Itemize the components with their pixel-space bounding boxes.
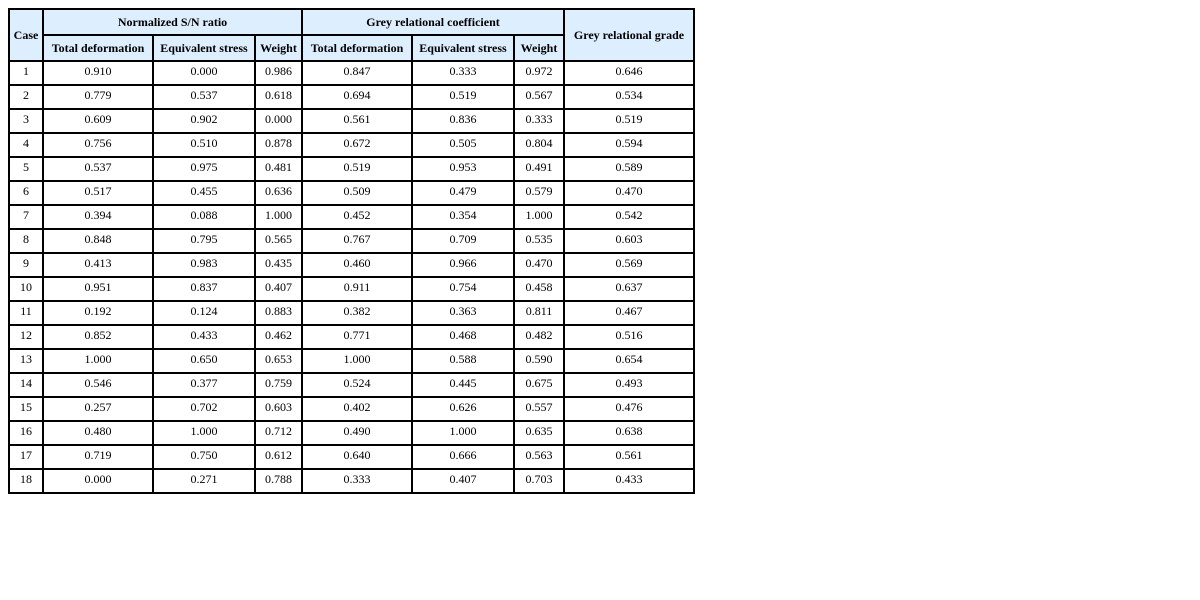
- header-sn-weight: Weight: [255, 35, 302, 61]
- cell-grc-total-deformation: 0.771: [302, 325, 412, 349]
- table-row: [9, 349, 694, 373]
- cell-grc-weight: 0.804: [514, 133, 564, 157]
- cell-grc-equivalent-stress: 0.468: [412, 325, 514, 349]
- table-row: [9, 85, 694, 109]
- cell-grc-equivalent-stress: 0.754: [412, 277, 514, 301]
- cell-sn-equivalent-stress: 0.750: [153, 445, 255, 469]
- cell-grade: 0.603: [564, 229, 694, 253]
- header-grey-relational-grade: Grey relational grade: [564, 9, 694, 61]
- cell-sn-weight: 0.986: [255, 61, 302, 85]
- cell-sn-total-deformation: 0.192: [43, 301, 153, 325]
- cell-grc-weight: 0.811: [514, 301, 564, 325]
- cell-case: 11: [9, 301, 43, 325]
- cell-grc-equivalent-stress: 0.953: [412, 157, 514, 181]
- header-group-row: [9, 9, 694, 35]
- cell-sn-equivalent-stress: 0.795: [153, 229, 255, 253]
- cell-grc-total-deformation: 0.333: [302, 469, 412, 493]
- cell-sn-weight: 0.653: [255, 349, 302, 373]
- cell-grc-total-deformation: 0.767: [302, 229, 412, 253]
- cell-grade: 0.470: [564, 181, 694, 205]
- cell-grc-equivalent-stress: 0.588: [412, 349, 514, 373]
- header-grc-total-deformation: Total deformation: [302, 35, 412, 61]
- cell-grc-weight: 0.482: [514, 325, 564, 349]
- cell-grc-total-deformation: 0.561: [302, 109, 412, 133]
- cell-grc-weight: 0.567: [514, 85, 564, 109]
- cell-case: 12: [9, 325, 43, 349]
- cell-grc-total-deformation: 0.460: [302, 253, 412, 277]
- cell-case: 15: [9, 397, 43, 421]
- cell-grc-total-deformation: 0.524: [302, 373, 412, 397]
- cell-grade: 0.476: [564, 397, 694, 421]
- cell-grc-total-deformation: 0.519: [302, 157, 412, 181]
- cell-grc-equivalent-stress: 0.709: [412, 229, 514, 253]
- cell-grc-weight: 0.635: [514, 421, 564, 445]
- cell-grc-total-deformation: 0.672: [302, 133, 412, 157]
- table-row: [9, 397, 694, 421]
- cell-sn-equivalent-stress: 0.837: [153, 277, 255, 301]
- cell-case: 13: [9, 349, 43, 373]
- table-container: [8, 8, 695, 494]
- cell-grc-equivalent-stress: 0.966: [412, 253, 514, 277]
- cell-sn-total-deformation: 0.848: [43, 229, 153, 253]
- cell-sn-total-deformation: 0.951: [43, 277, 153, 301]
- table-row: [9, 181, 694, 205]
- cell-sn-weight: 0.000: [255, 109, 302, 133]
- cell-grc-weight: 0.458: [514, 277, 564, 301]
- table-row: [9, 109, 694, 133]
- cell-sn-weight: 0.603: [255, 397, 302, 421]
- cell-sn-weight: 0.407: [255, 277, 302, 301]
- cell-grc-total-deformation: 0.382: [302, 301, 412, 325]
- cell-grc-weight: 0.491: [514, 157, 564, 181]
- cell-sn-equivalent-stress: 0.000: [153, 61, 255, 85]
- table-row: [9, 445, 694, 469]
- cell-grc-equivalent-stress: 0.354: [412, 205, 514, 229]
- table-row: [9, 301, 694, 325]
- cell-sn-total-deformation: 0.546: [43, 373, 153, 397]
- table-row: [9, 205, 694, 229]
- cell-grade: 0.589: [564, 157, 694, 181]
- header-grc-equivalent-stress: Equivalent stress: [412, 35, 514, 61]
- cell-sn-weight: 0.435: [255, 253, 302, 277]
- cell-grc-equivalent-stress: 0.479: [412, 181, 514, 205]
- cell-grc-equivalent-stress: 0.836: [412, 109, 514, 133]
- cell-case: 10: [9, 277, 43, 301]
- table-row: [9, 421, 694, 445]
- cell-sn-weight: 0.618: [255, 85, 302, 109]
- cell-case: 1: [9, 61, 43, 85]
- cell-grc-weight: 0.703: [514, 469, 564, 493]
- table-row: [9, 469, 694, 493]
- table-row: [9, 157, 694, 181]
- cell-sn-total-deformation: 0.394: [43, 205, 153, 229]
- cell-sn-equivalent-stress: 0.510: [153, 133, 255, 157]
- cell-grc-total-deformation: 0.694: [302, 85, 412, 109]
- cell-grade: 0.561: [564, 445, 694, 469]
- cell-case: 6: [9, 181, 43, 205]
- cell-sn-equivalent-stress: 0.455: [153, 181, 255, 205]
- table-row: [9, 277, 694, 301]
- cell-grade: 0.638: [564, 421, 694, 445]
- cell-grc-weight: 0.972: [514, 61, 564, 85]
- cell-grc-total-deformation: 0.452: [302, 205, 412, 229]
- cell-grade: 0.519: [564, 109, 694, 133]
- cell-grade: 0.569: [564, 253, 694, 277]
- cell-grc-equivalent-stress: 1.000: [412, 421, 514, 445]
- cell-sn-weight: 0.788: [255, 469, 302, 493]
- cell-sn-equivalent-stress: 0.433: [153, 325, 255, 349]
- cell-sn-weight: 0.462: [255, 325, 302, 349]
- cell-grc-total-deformation: 0.640: [302, 445, 412, 469]
- cell-grc-total-deformation: 0.509: [302, 181, 412, 205]
- cell-sn-total-deformation: 0.537: [43, 157, 153, 181]
- cell-grc-total-deformation: 0.911: [302, 277, 412, 301]
- cell-sn-total-deformation: 0.779: [43, 85, 153, 109]
- cell-sn-equivalent-stress: 0.902: [153, 109, 255, 133]
- cell-grc-weight: 0.675: [514, 373, 564, 397]
- cell-sn-total-deformation: 0.000: [43, 469, 153, 493]
- cell-case: 3: [9, 109, 43, 133]
- cell-grade: 0.654: [564, 349, 694, 373]
- cell-grade: 0.534: [564, 85, 694, 109]
- table-row: [9, 325, 694, 349]
- cell-sn-equivalent-stress: 0.702: [153, 397, 255, 421]
- header-sn-total-deformation: Total deformation: [43, 35, 153, 61]
- cell-sn-weight: 1.000: [255, 205, 302, 229]
- cell-sn-total-deformation: 0.756: [43, 133, 153, 157]
- cell-grc-equivalent-stress: 0.666: [412, 445, 514, 469]
- cell-sn-weight: 0.481: [255, 157, 302, 181]
- cell-case: 5: [9, 157, 43, 181]
- cell-sn-equivalent-stress: 0.983: [153, 253, 255, 277]
- cell-sn-total-deformation: 0.910: [43, 61, 153, 85]
- cell-sn-weight: 0.636: [255, 181, 302, 205]
- cell-case: 16: [9, 421, 43, 445]
- cell-case: 4: [9, 133, 43, 157]
- cell-case: 9: [9, 253, 43, 277]
- cell-sn-weight: 0.712: [255, 421, 302, 445]
- cell-grc-weight: 0.590: [514, 349, 564, 373]
- header-case: Case: [9, 9, 43, 61]
- cell-grade: 0.467: [564, 301, 694, 325]
- cell-sn-equivalent-stress: 0.377: [153, 373, 255, 397]
- cell-grade: 0.594: [564, 133, 694, 157]
- cell-grc-weight: 0.557: [514, 397, 564, 421]
- cell-grc-total-deformation: 0.847: [302, 61, 412, 85]
- cell-sn-total-deformation: 0.480: [43, 421, 153, 445]
- header-grc-weight: Weight: [514, 35, 564, 61]
- cell-case: 18: [9, 469, 43, 493]
- cell-grade: 0.493: [564, 373, 694, 397]
- table-row: [9, 61, 694, 85]
- cell-grc-weight: 0.563: [514, 445, 564, 469]
- cell-grc-weight: 0.470: [514, 253, 564, 277]
- cell-grc-weight: 0.333: [514, 109, 564, 133]
- cell-grc-equivalent-stress: 0.626: [412, 397, 514, 421]
- grey-relational-table: [8, 8, 695, 494]
- cell-sn-total-deformation: 0.719: [43, 445, 153, 469]
- cell-grade: 0.637: [564, 277, 694, 301]
- table-row: [9, 373, 694, 397]
- cell-grc-weight: 1.000: [514, 205, 564, 229]
- cell-sn-weight: 0.565: [255, 229, 302, 253]
- cell-case: 8: [9, 229, 43, 253]
- cell-grade: 0.433: [564, 469, 694, 493]
- cell-grc-equivalent-stress: 0.363: [412, 301, 514, 325]
- cell-sn-equivalent-stress: 0.088: [153, 205, 255, 229]
- header-sn-equivalent-stress: Equivalent stress: [153, 35, 255, 61]
- cell-sn-total-deformation: 0.257: [43, 397, 153, 421]
- table-row: [9, 133, 694, 157]
- cell-case: 7: [9, 205, 43, 229]
- cell-grade: 0.516: [564, 325, 694, 349]
- cell-grc-weight: 0.535: [514, 229, 564, 253]
- cell-case: 17: [9, 445, 43, 469]
- cell-sn-equivalent-stress: 0.271: [153, 469, 255, 493]
- cell-sn-weight: 0.759: [255, 373, 302, 397]
- cell-grc-total-deformation: 0.490: [302, 421, 412, 445]
- table-row: [9, 229, 694, 253]
- cell-sn-total-deformation: 0.852: [43, 325, 153, 349]
- cell-case: 2: [9, 85, 43, 109]
- table-body: [9, 61, 694, 493]
- cell-sn-equivalent-stress: 0.975: [153, 157, 255, 181]
- cell-grc-equivalent-stress: 0.333: [412, 61, 514, 85]
- cell-sn-total-deformation: 0.609: [43, 109, 153, 133]
- cell-sn-total-deformation: 0.517: [43, 181, 153, 205]
- header-normalized-sn-ratio: Normalized S/N ratio: [43, 9, 302, 35]
- cell-sn-equivalent-stress: 1.000: [153, 421, 255, 445]
- cell-sn-equivalent-stress: 0.650: [153, 349, 255, 373]
- cell-sn-equivalent-stress: 0.124: [153, 301, 255, 325]
- cell-sn-weight: 0.883: [255, 301, 302, 325]
- cell-sn-equivalent-stress: 0.537: [153, 85, 255, 109]
- cell-grc-weight: 0.579: [514, 181, 564, 205]
- cell-grade: 0.646: [564, 61, 694, 85]
- header-grey-relational-coefficient: Grey relational coefficient: [302, 9, 564, 35]
- cell-grc-total-deformation: 1.000: [302, 349, 412, 373]
- cell-grade: 0.542: [564, 205, 694, 229]
- table-row: [9, 253, 694, 277]
- cell-grc-equivalent-stress: 0.519: [412, 85, 514, 109]
- cell-sn-weight: 0.612: [255, 445, 302, 469]
- cell-grc-total-deformation: 0.402: [302, 397, 412, 421]
- cell-sn-total-deformation: 0.413: [43, 253, 153, 277]
- cell-grc-equivalent-stress: 0.445: [412, 373, 514, 397]
- cell-case: 14: [9, 373, 43, 397]
- cell-sn-weight: 0.878: [255, 133, 302, 157]
- cell-sn-total-deformation: 1.000: [43, 349, 153, 373]
- cell-grc-equivalent-stress: 0.505: [412, 133, 514, 157]
- cell-grc-equivalent-stress: 0.407: [412, 469, 514, 493]
